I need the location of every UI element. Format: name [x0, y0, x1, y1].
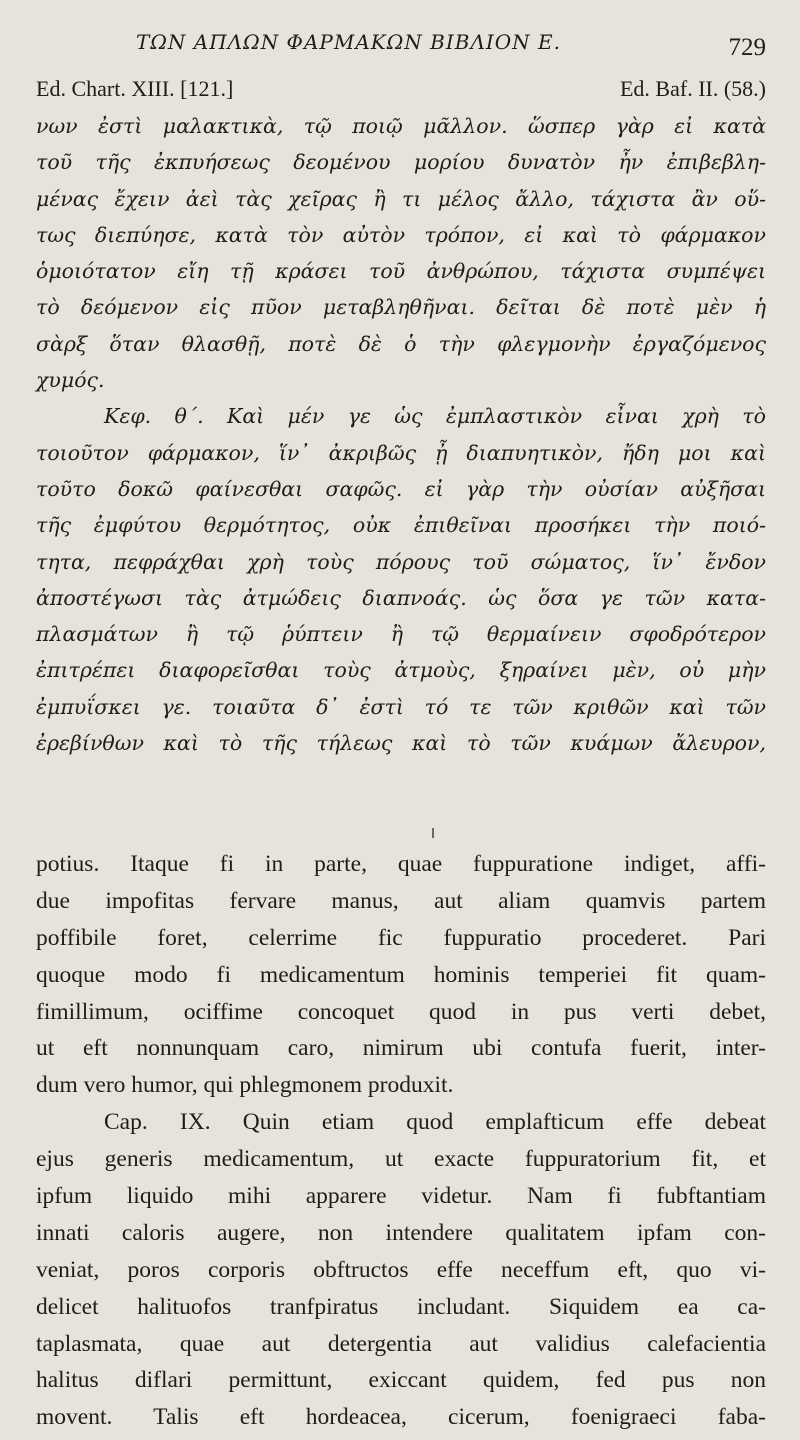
- latin-line: due impofitas fervare manus, aut aliam quamvis partem: [36, 887, 766, 914]
- greek-line: τοιοῦτον φάρμακον, ἵν᾿ ἀκριβῶς ᾖ διαπυητικὸν, ἤδη μοι καὶ: [36, 440, 766, 465]
- greek-chapter-heading-line: Κεφ. θ΄. Καὶ μέν γε ὡς ἐμπλαστικὸν εἶναι χρὴ τὸ: [104, 404, 766, 429]
- greek-line: τως διεπύησε, κατὰ τὸν αὐτὸν τρόπον, εἰ καὶ τὸ φάρμακον: [36, 222, 766, 247]
- greek-line: ἐρεβίνθων καὶ τὸ τῆς τήλεως καὶ τὸ τῶν κυάμων ἄλευρον,: [36, 731, 766, 756]
- greek-line: ἐπιτρέπει διαφορεῖσθαι τοὺς ἀτμοὺς, ξηραίνει μὲν, οὐ μὴν: [36, 658, 766, 683]
- latin-line: ejus generis medicamentum, ut exacte fuppuratorium fit, et: [36, 1146, 766, 1173]
- greek-line: μένας ἔχειν ἀεὶ τὰς χεῖρας ἢ τι μέλος ἄλλο, τάχιστα ἂν οὕ-: [36, 186, 766, 211]
- edition-references: [36, 76, 766, 106]
- latin-line: ut eft nonnunquam caro, nimirum ubi contufa fuerit, inter-: [36, 1035, 766, 1062]
- running-title: ΤΩΝ ΑΠΛΩΝ ΦΑΡΜΑΚΩΝ ΒΙΒΛΙΟΝ Ε.: [136, 30, 561, 54]
- greek-line: τοῦτο δοκῶ φαίνεσθαι σαφῶς. εἰ γὰρ τὴν οὐσίαν αὐξῆσαι: [36, 476, 766, 501]
- latin-line: delicet halituofos tranfpiratus includant. Siquidem ea ca-: [36, 1293, 766, 1320]
- greek-line: ἐμπυΐσκει γε. τοιαῦτα δ᾿ ἐστὶ τό τε τῶν κριθῶν καὶ τῶν: [36, 694, 766, 719]
- edition-chartier: Ed. Chart. XIII. [121.]: [36, 76, 234, 101]
- greek-text: [36, 108, 766, 761]
- latin-line: innati caloris augere, non intendere qualitatem ipfam con-: [36, 1219, 766, 1246]
- greek-line: νων ἐστὶ μαλακτικὰ, τῷ ποιῷ μᾶλλον. ὥσπερ γὰρ εἰ κατὰ: [36, 114, 766, 138]
- latin-chapter-heading-line: Cap. IX. Quin etiam quod emplafticum effe debeat: [104, 1109, 766, 1136]
- edition-basel: Ed. Baf. II. (58.): [619, 76, 766, 101]
- latin-line: taplasmata, quae aut detergentia aut validius calefacientia: [36, 1330, 766, 1357]
- latin-line: movent. Talis eft hordeacea, cicerum, foenigraeci faba-: [36, 1404, 766, 1431]
- greek-line: ὁμοιότατον εἴη τῇ κράσει τοῦ ἀνθρώπου, τάχιστα συμπέψει: [36, 259, 766, 284]
- latin-line: halitus diflari permittunt, exiccant quidem, fed pus non: [36, 1367, 766, 1394]
- running-head: [36, 30, 766, 64]
- greek-line: τῆς ἐμφύτου θερμότητος, οὐκ ἐπιθεῖναι προσήκει τὴν ποιό-: [36, 513, 766, 538]
- column-divider-mark: [432, 828, 434, 838]
- greek-line: πλασμάτων ἢ τῷ ῥύπτειν ἢ τῷ θερμαίνειν σφοδρότερον: [36, 622, 766, 647]
- latin-line: poffibile foret, celerrime fic fuppuratio procederet. Pari: [36, 924, 766, 951]
- latin-line: potius. Itaque fi in parte, quae fuppuratione indiget, affi-: [36, 851, 766, 877]
- latin-line: veniat, poros corporis obftructos effe neceffum eft, quo vi-: [36, 1256, 766, 1283]
- greek-line: σὰρξ ὅταν θλασθῇ, ποτὲ δὲ ὁ τὴν φλεγμονὴν ἐργαζόμενος: [36, 331, 766, 356]
- greek-line: τοῦ τῆς ἐκπυήσεως δεομένου μορίου δυνατὸν ἦν ἐπιβεβλη-: [36, 150, 766, 175]
- latin-line: quoque modo fi medicamentum hominis temperiei fit quam-: [36, 961, 766, 988]
- latin-line: fimillimum, ociffime concoquet quod in pus verti debet,: [36, 998, 766, 1025]
- greek-line: ἀποστέγωσι τὰς ἀτμώδεις διαπνοάς. ὡς ὅσα γε τῶν κατα-: [36, 585, 766, 610]
- page-number: 729: [728, 34, 766, 61]
- greek-line: χυμός.: [36, 368, 105, 393]
- greek-line: τὸ δεόμενον εἰς πῦον μεταβληθῆναι. δεῖται δὲ ποτὲ μὲν ἡ: [36, 295, 766, 320]
- latin-line: dum vero humor, qui phlegmonem produxit.: [36, 1072, 454, 1099]
- greek-line: τητα, πεφράχθαι χρὴ τοὺς πόρους τοῦ σώματος, ἵν᾿ ἔνδον: [36, 549, 766, 574]
- latin-text: [36, 846, 766, 1436]
- latin-line: ipfum liquido mihi apparere videtur. Nam fi fubftantiam: [36, 1183, 766, 1210]
